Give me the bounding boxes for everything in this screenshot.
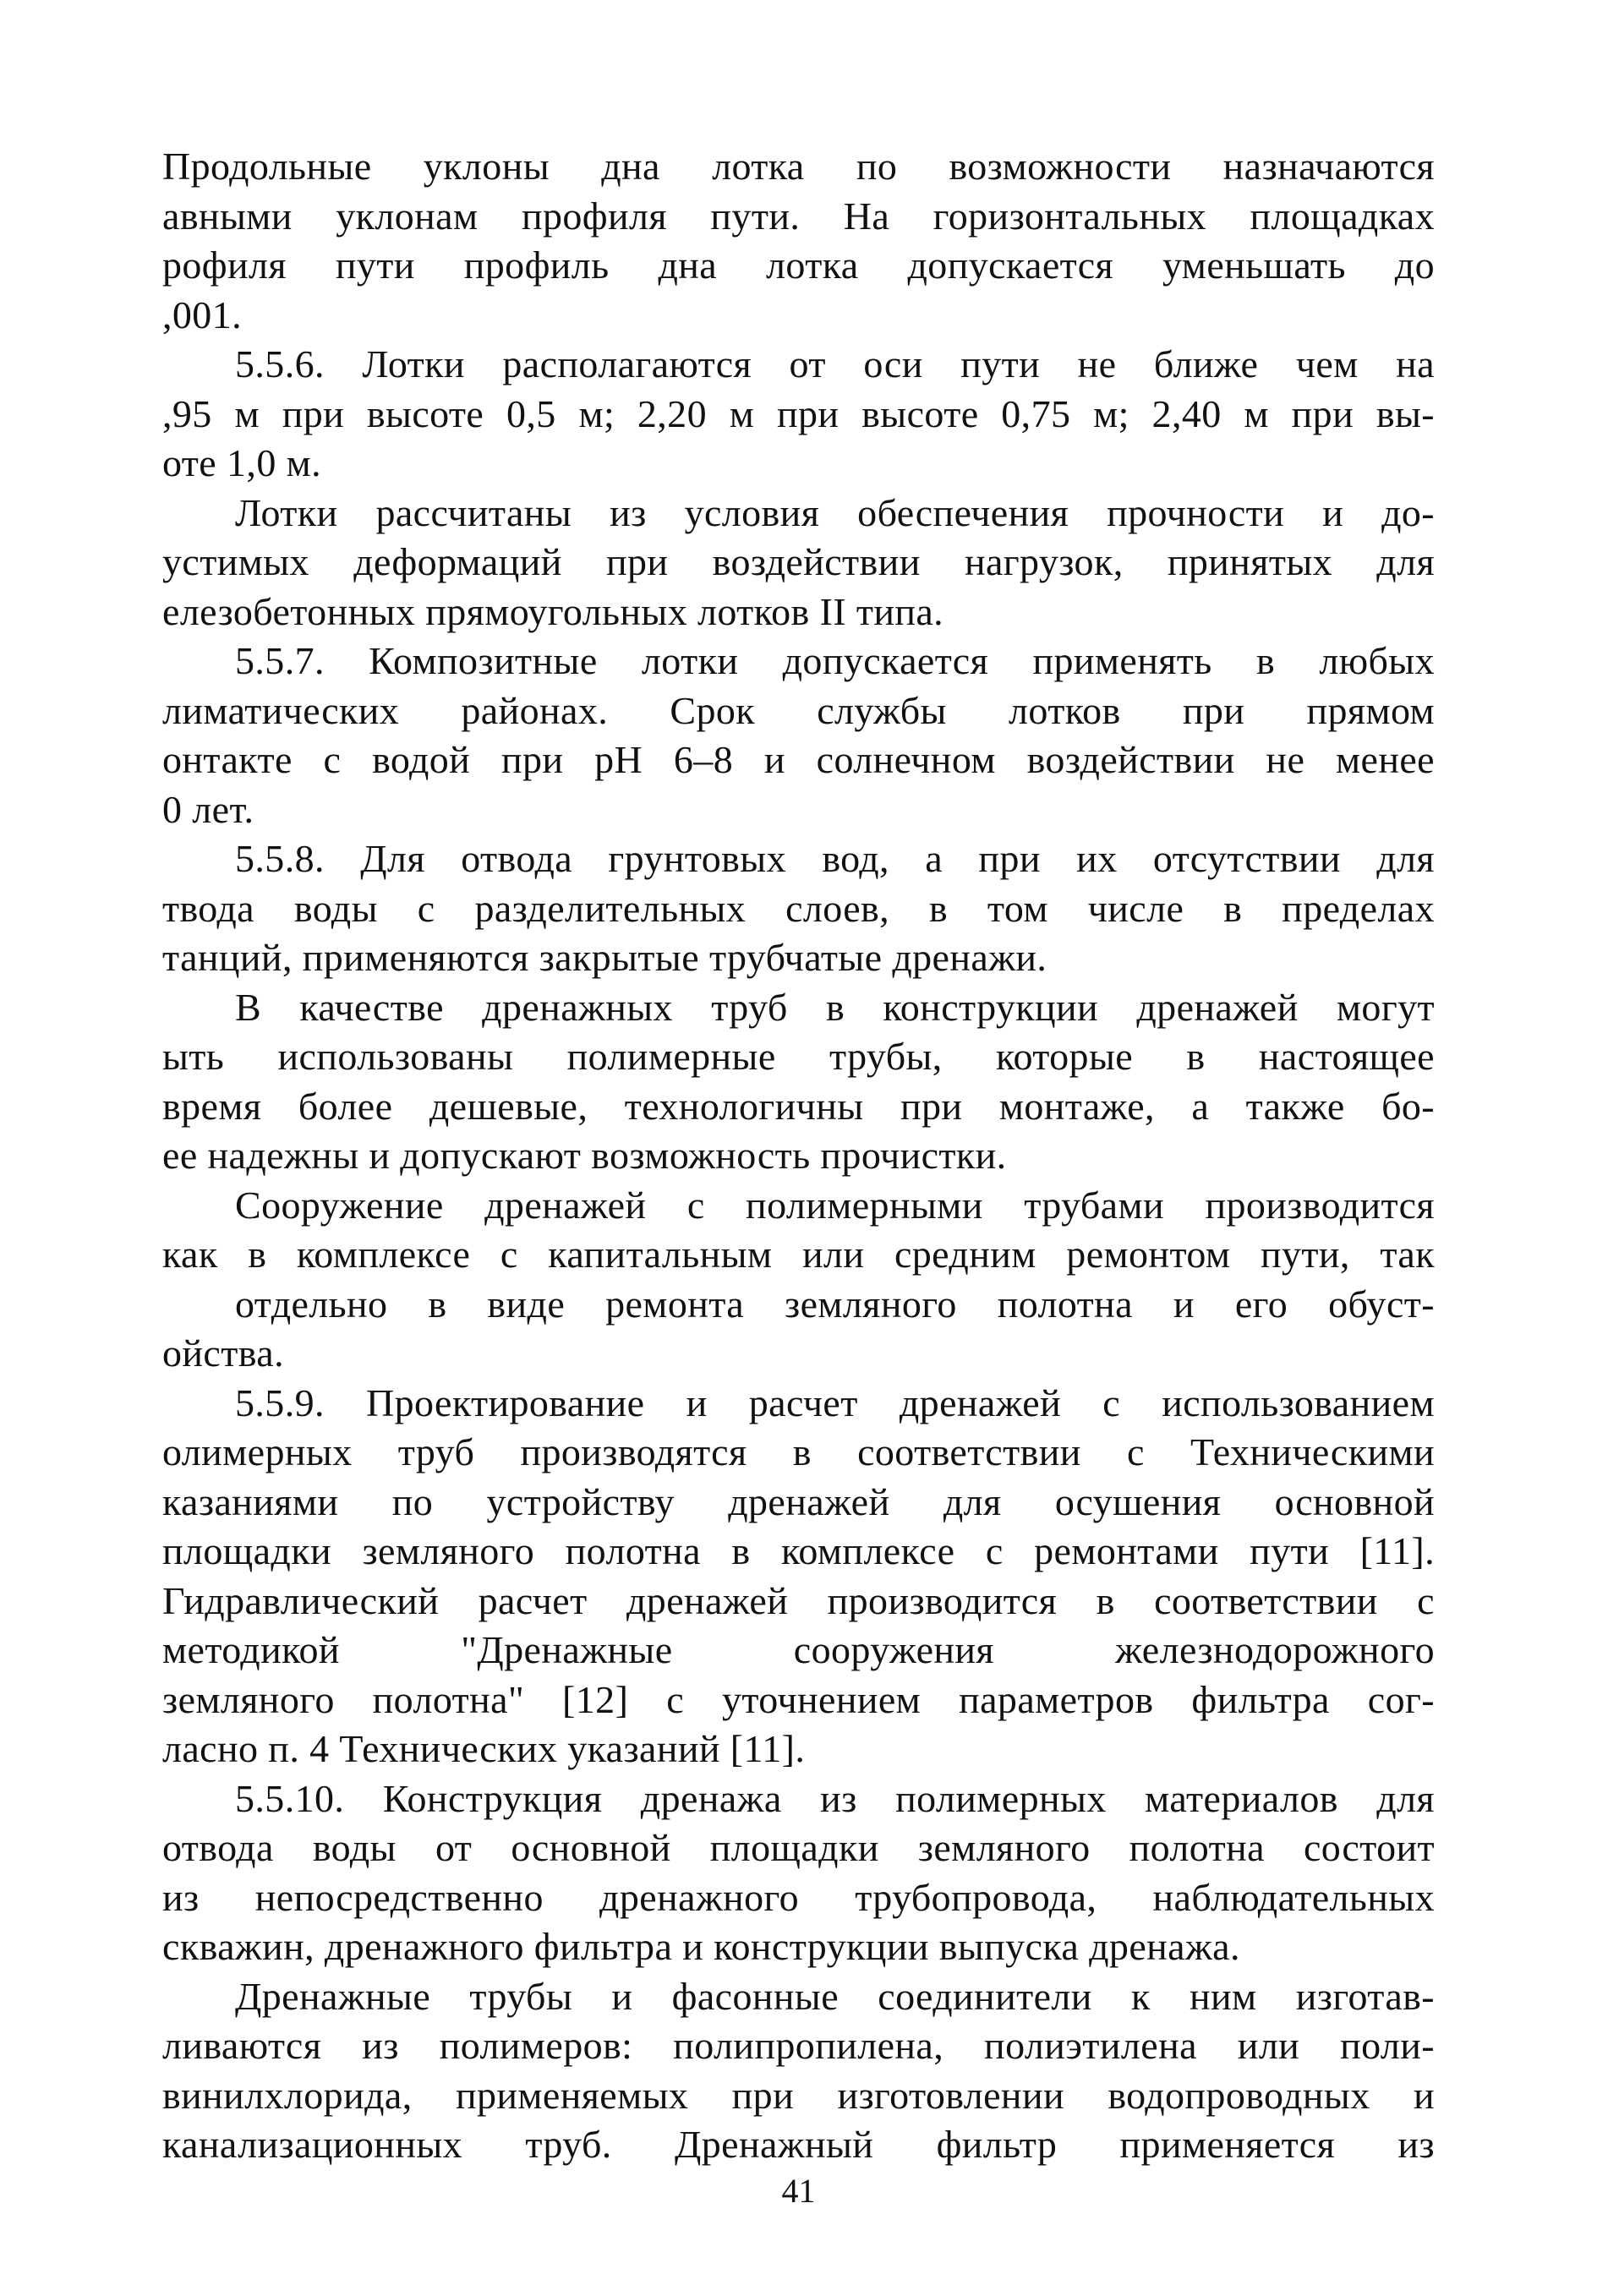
text-line: ,001. bbox=[162, 292, 242, 336]
text-line: 5.5.6. Лотки располагаются от оси пути не ближе чем на bbox=[235, 342, 1435, 385]
text-line: 5.5.10. Конструкция дренажа из полимерных материалов для bbox=[235, 1776, 1435, 1820]
text-line: танций, применяются закрытые трубчатые дренажи. bbox=[162, 936, 1047, 979]
text-line: рофиля пути профиль дна лотка допускается уменьшать до bbox=[162, 243, 1435, 287]
page-number: 41 bbox=[781, 2172, 816, 2210]
text-line: Сооружение дренажей с полимерными трубами производится bbox=[235, 1183, 1435, 1227]
text-line: ласно п. 4 Технических указаний [11]. bbox=[162, 1727, 806, 1770]
text-line: ыть использованы полимерные трубы, которые в настоящее bbox=[162, 1035, 1435, 1078]
text-line: твода воды с разделительных слоев, в том числе в пределах bbox=[162, 886, 1435, 930]
text-line: елезобетонных прямоугольных лотков II типа. bbox=[162, 589, 944, 633]
text-line: устимых деформаций при воздействии нагрузок, принятых для bbox=[162, 540, 1435, 583]
body-text bbox=[162, 142, 1435, 2170]
text-line: винилхлорида, применяемых при изготовлении водопроводных и bbox=[162, 2073, 1435, 2117]
text-line: площадки земляного полотна в комплексе с ремонтами пути [11]. bbox=[162, 1529, 1435, 1572]
text-line: 5.5.7. Композитные лотки допускается применять в любых bbox=[235, 639, 1435, 682]
text-line: авными уклонам профиля пути. На горизонтальных площадках bbox=[162, 194, 1435, 238]
text-line: ливаются из полимеров: полипропилена, полиэтилена или поли- bbox=[162, 2024, 1435, 2067]
text-line: время более дешевые, технологичны при монтаже, а также бо- bbox=[162, 1084, 1435, 1128]
text-line: Дренажные трубы и фасонные соединители к ним изготав- bbox=[235, 1974, 1435, 2018]
text-line: оте 1,0 м. bbox=[162, 441, 322, 484]
text-line: земляного полотна" [12] с уточнением параметров фильтра сог- bbox=[162, 1677, 1435, 1721]
text-line: онтакте с водой при pH 6–8 и солнечном воздействии не менее bbox=[162, 738, 1435, 781]
text-line: Гидравлический расчет дренажей производится в соответствии с bbox=[162, 1578, 1435, 1622]
text-line: из непосредственно дренажного трубопровода, наблюдательных bbox=[162, 1875, 1435, 1919]
text-line: ойства. bbox=[162, 1331, 284, 1375]
text-line: ,95 м при высоте 0,5 м; 2,20 м при высоте 0,75 м; 2,40 м при вы- bbox=[162, 391, 1435, 435]
text-line: олимерных труб производятся в соответствии с Техническими bbox=[162, 1430, 1435, 1473]
text-line: 5.5.8. Для отвода грунтовых вод, а при их отсутствии для bbox=[235, 837, 1435, 880]
text-line: В качестве дренажных труб в конструкции дренажей могут bbox=[235, 985, 1435, 1029]
text-line: казаниями по устройству дренажей для осушения основной bbox=[162, 1479, 1435, 1523]
text-line: Продольные уклоны дна лотка по возможности назначаются bbox=[162, 145, 1435, 188]
text-line: методикой "Дренажные сооружения железнодорожного bbox=[162, 1628, 1435, 1671]
text-line: отдельно в виде ремонта земляного полотна и его обуст- bbox=[235, 1282, 1435, 1326]
text-line: отвода воды от основной площадки земляного полотна состоит bbox=[162, 1826, 1435, 1869]
text-line: 0 лет. bbox=[162, 787, 254, 831]
text-line: скважин, дренажного фильтра и конструкции выпуска дренажа. bbox=[162, 1925, 1240, 1968]
text-line: канализационных труб. Дренажный фильтр применяется из bbox=[162, 2123, 1435, 2166]
text-line: лиматических районах. Срок службы лотков при прямом bbox=[162, 688, 1435, 732]
text-line: 5.5.9. Проектирование и расчет дренажей с использованием bbox=[235, 1380, 1435, 1424]
text-line: Лотки рассчитаны из условия обеспечения прочности и до- bbox=[235, 490, 1435, 534]
text-line: как в комплексе с капитальным или средним ремонтом пути, так bbox=[162, 1233, 1435, 1276]
text-line: ее надежны и допускают возможность прочистки. bbox=[162, 1134, 1007, 1177]
